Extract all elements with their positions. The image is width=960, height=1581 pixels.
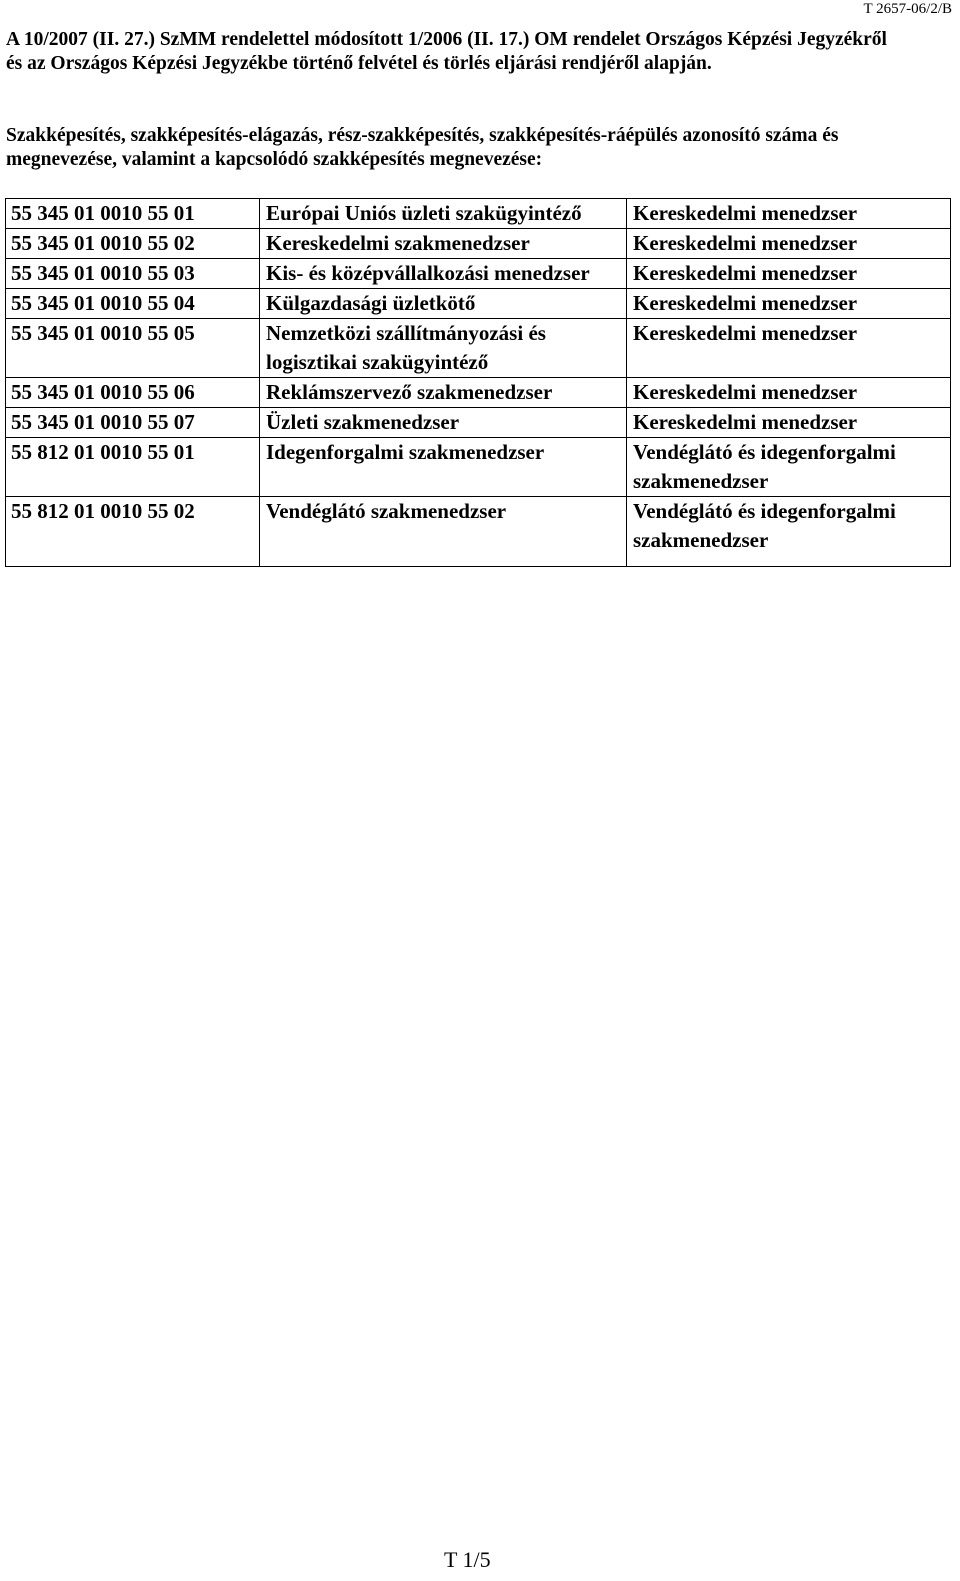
legal-reference-line-2: és az Országos Képzési Jegyzékbe történő felvétel és törlés eljárási rendjéről alapján.	[6, 53, 712, 74]
section-heading	[6, 124, 951, 172]
parent-qualification: Vendéglátó és idegenforgalmi szakmenedzser	[627, 438, 951, 497]
qualification-code: 55 345 01 0010 55 05	[11, 321, 195, 345]
qualification-code: 55 812 01 0010 55 01	[11, 440, 195, 464]
table-row	[6, 497, 951, 567]
page-number: T 1/5	[444, 1547, 491, 1572]
table-row	[6, 408, 951, 438]
document-id: T 2657-06/2/B	[863, 1, 952, 17]
parent-qualification: Kereskedelmi menedzser	[627, 259, 951, 289]
table-row	[6, 199, 951, 229]
parent-qualification: Vendéglátó és idegenforgalmi szakmenedzser	[627, 497, 951, 567]
parent-qualification: Kereskedelmi menedzser	[627, 289, 951, 319]
parent-qualification: Kereskedelmi menedzser	[627, 378, 951, 408]
qualification-name: Kis- és középvállalkozási menedzser	[260, 259, 627, 289]
qualification-code: 55 345 01 0010 55 04	[11, 291, 195, 315]
qualification-name: Kereskedelmi szakmenedzser	[260, 229, 627, 259]
table-row	[6, 438, 951, 497]
section-heading-line-2: megnevezése, valamint a kapcsolódó szakképesítés megnevezése:	[6, 149, 543, 170]
table-row	[6, 289, 951, 319]
legal-reference	[6, 28, 951, 76]
qualification-name: Üzleti szakmenedzser	[260, 408, 627, 438]
section-heading-line-1: Szakképesítés, szakképesítés-elágazás, rész-szakképesítés, szakképesítés-ráépülés azonosító száma és	[6, 125, 839, 146]
table-row	[6, 319, 951, 378]
qualification-code: 55 345 01 0010 55 06	[11, 380, 195, 404]
qualification-name: Vendéglátó szakmenedzser	[260, 497, 627, 567]
parent-qualification: Kereskedelmi menedzser	[627, 199, 951, 229]
qualification-code: 55 345 01 0010 55 02	[11, 231, 195, 255]
legal-reference-line-1: A 10/2007 (II. 27.) SzMM rendelettel módosított 1/2006 (II. 17.) OM rendelet Országos Képzési Jegyzékről	[6, 29, 887, 50]
qualification-name: Reklámszervező szakmenedzser	[260, 378, 627, 408]
table-row	[6, 229, 951, 259]
qualification-code: 55 345 01 0010 55 01	[11, 201, 195, 225]
table-row	[6, 378, 951, 408]
table-row	[6, 259, 951, 289]
parent-qualification: Kereskedelmi menedzser	[627, 229, 951, 259]
qualification-name: Idegenforgalmi szakmenedzser	[260, 438, 627, 497]
parent-qualification: Kereskedelmi menedzser	[627, 319, 951, 378]
parent-qualification: Kereskedelmi menedzser	[627, 408, 951, 438]
qualification-code: 55 345 01 0010 55 03	[11, 261, 195, 285]
qualification-name: Nemzetközi szállítmányozási és logisztikai szakügyintéző	[260, 319, 627, 378]
qualification-table	[5, 198, 951, 567]
qualification-name: Külgazdasági üzletkötő	[260, 289, 627, 319]
qualification-code: 55 345 01 0010 55 07	[11, 410, 195, 434]
qualification-name: Európai Uniós üzleti szakügyintéző	[260, 199, 627, 229]
qualification-code: 55 812 01 0010 55 02	[11, 499, 195, 523]
